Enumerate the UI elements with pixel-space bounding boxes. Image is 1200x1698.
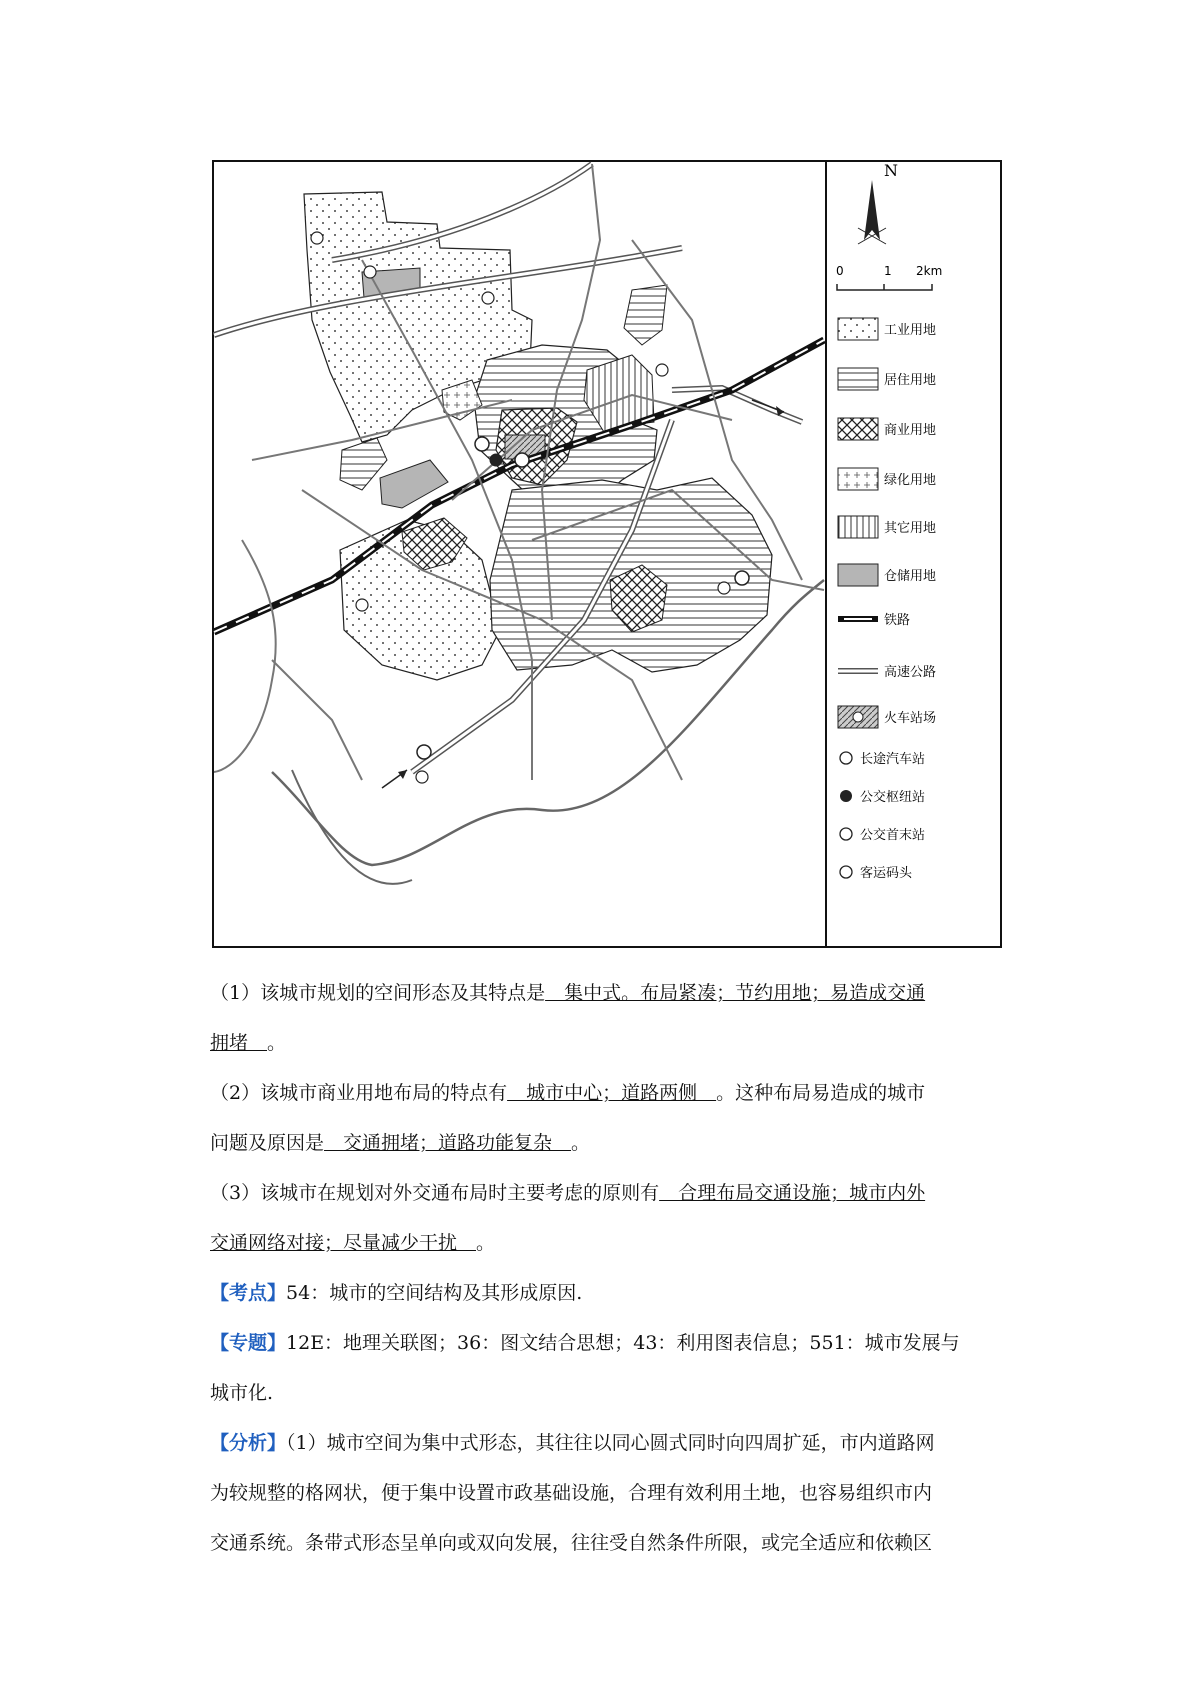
bus-terminal-icon bbox=[356, 599, 368, 611]
long-distance-bus-icon bbox=[735, 571, 749, 585]
bus-hub-icon bbox=[840, 790, 852, 802]
kaodian: 【考点】54：城市的空间结构及其形成原因. bbox=[210, 1282, 583, 1304]
pier-icon bbox=[840, 866, 852, 878]
legend-label: 长途汽车站 bbox=[860, 752, 926, 767]
legend-swatch-residential bbox=[838, 368, 878, 390]
train-station-icon bbox=[515, 453, 529, 467]
bus-terminal-icon bbox=[364, 266, 376, 278]
answer-3: 合理布局交通设施；城市内外 bbox=[659, 1182, 926, 1204]
bus-terminal-icon bbox=[718, 582, 730, 594]
pier-icon bbox=[417, 745, 431, 759]
legend-label: 工业用地 bbox=[884, 323, 937, 338]
fenxi: 【分析】（1）城市空间为集中式形态，其往往以同心圆式同时向四周扩延，市内道路网 bbox=[210, 1432, 935, 1454]
city-land-use-map bbox=[212, 160, 1002, 948]
question-3: （3）该城市在规划对外交通布局时主要考虑的原则有 合理布局交通设施；城市内外 bbox=[210, 1182, 926, 1204]
legend-label: 居住用地 bbox=[884, 373, 937, 388]
legend-swatch-commercial bbox=[838, 418, 878, 440]
scale-tick-0: 0 bbox=[836, 264, 844, 278]
bus-terminal-icon bbox=[416, 771, 428, 783]
answer-text: （1）该城市规划的空间形态及其特点是 集中式。布局紧凑；节约用地；易造成交通 拥堵 。 （2）该城市商业用地布局的特点有 城市中心；道路两侧 。这种布局易造成的城市 问题及原因是 交通拥堵；道路功能复杂 。 （3）该城市在规划对外交通布局时主要考虑的原则有 合理布局交通设施；城市内外 交通网络对接；尽量减少干扰 。 【考点】54：城市的空间结构及其形成原因. 【专题】12E：地理关联图；36：图文结合思想；43：利用图表信息；551：城市发展与 城市化. 【分析】（1）城市空间为集中式形态，其往往以同心圆式同时向四周扩延，市内道路网 为较规整的格网状，便于集中设置市政基础设施，合理有效利用土地，也容易组织市内 交通系统。条带式形态呈单向或双向发展，往往受自然条件所限，或完全适应和依赖区 bbox=[210, 968, 1030, 1568]
legend-label: 铁路 bbox=[884, 613, 911, 628]
scale-tick-1: 1 bbox=[884, 264, 892, 278]
legend-label: 仓储用地 bbox=[884, 569, 937, 584]
legend-label: 商业用地 bbox=[884, 423, 937, 438]
long-distance-bus-icon bbox=[840, 752, 852, 764]
bus-terminal-icon bbox=[311, 232, 323, 244]
answer-2b: 交通拥堵；道路功能复杂 bbox=[324, 1132, 572, 1154]
legend-swatch-other bbox=[838, 516, 878, 538]
bus-terminal-icon bbox=[656, 364, 668, 376]
bus-hub-icon bbox=[490, 454, 502, 466]
legend-label: 客运码头 bbox=[860, 866, 913, 881]
bus-terminal-icon bbox=[840, 828, 852, 840]
zhuanti: 【专题】12E：地理关联图；36：图文结合思想；43：利用图表信息；551：城市发展与 bbox=[210, 1332, 960, 1354]
answer-2a: 城市中心；道路两侧 bbox=[507, 1082, 717, 1104]
legend-label: 火车站场 bbox=[884, 711, 937, 726]
legend-label: 公交枢纽站 bbox=[860, 790, 926, 805]
legend-swatch-warehouse bbox=[838, 564, 878, 586]
north-label: N bbox=[884, 161, 898, 180]
scale-tick-2: 2km bbox=[916, 264, 943, 278]
legend-label: 公交首末站 bbox=[860, 828, 926, 843]
long-distance-bus-icon bbox=[475, 437, 489, 451]
legend-label: 其它用地 bbox=[884, 521, 937, 536]
answer-1: 集中式。布局紧凑；节约用地；易造成交通 bbox=[545, 982, 926, 1004]
legend-label: 高速公路 bbox=[884, 665, 937, 680]
question-2: （2）该城市商业用地布局的特点有 城市中心；道路两侧 。这种布局易造成的城市 bbox=[210, 1082, 926, 1104]
legend-swatch-industrial bbox=[838, 318, 878, 340]
bus-terminal-icon bbox=[482, 292, 494, 304]
question-1: （1）该城市规划的空间形态及其特点是 集中式。布局紧凑；节约用地；易造成交通 bbox=[210, 982, 926, 1004]
legend-swatch-green bbox=[838, 468, 878, 490]
legend-label: 绿化用地 bbox=[884, 473, 937, 488]
